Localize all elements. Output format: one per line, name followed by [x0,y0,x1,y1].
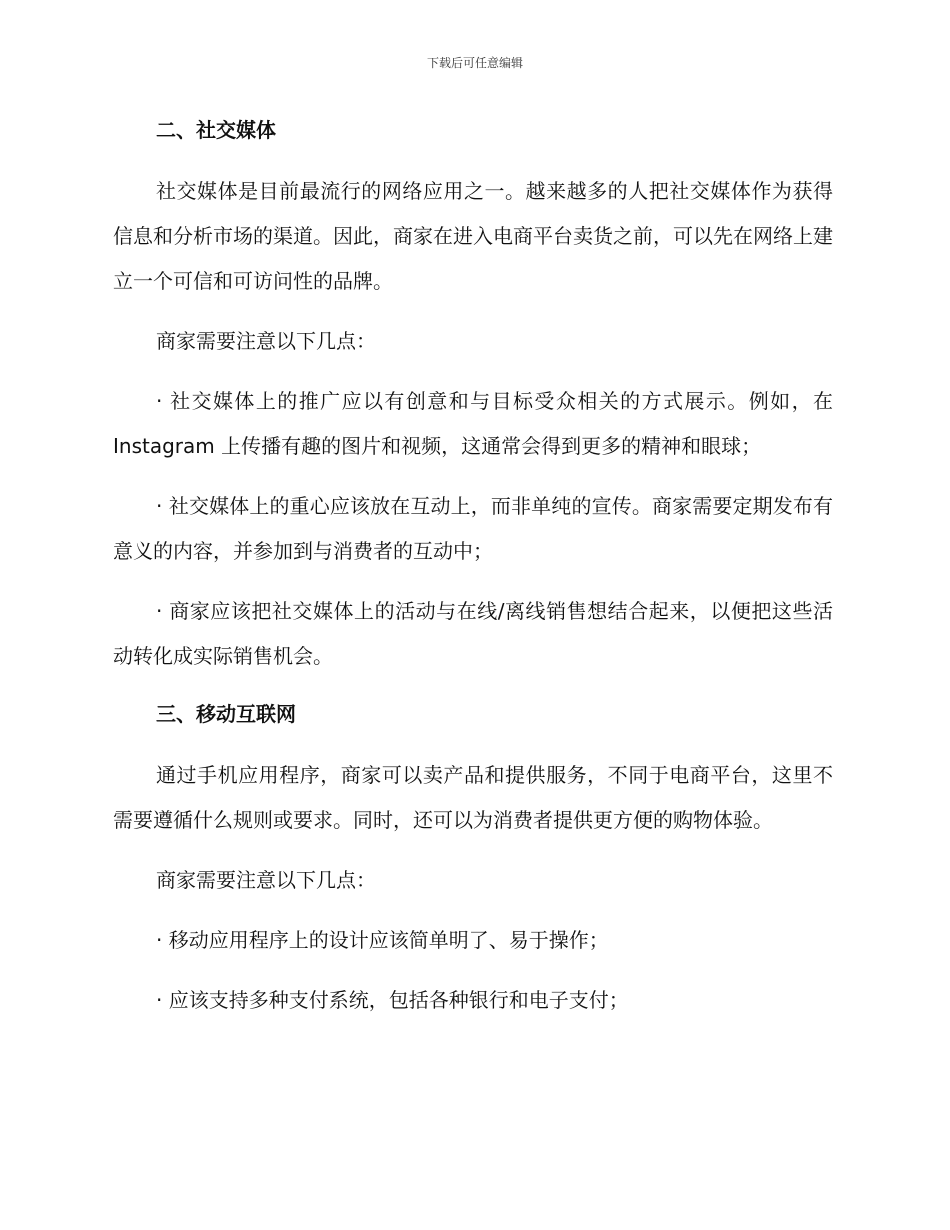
bullet-item: · 商家应该把社交媒体上的活动与在线/离线销售想结合起来，以便把这些活动转化成实际销售机会。 [113,599,833,668]
bullet-item: · 应该支持多种支付系统，包括各种银行和电子支付； [156,988,629,1012]
page-header: 下载后可任意编辑 [426,56,523,70]
paragraph: 商家需要注意以下几点： [156,329,376,353]
document-body [113,110,833,1038]
section-mobile-internet [113,694,833,1023]
paragraph: 通过手机应用程序，商家可以卖产品和提供服务，不同于电商平台，这里不需要遵循什么规则或要求。同时，还可以为消费者提供更方便的购物体验。 [113,763,833,832]
section-social-media [113,110,833,679]
bullet-item: · 社交媒体上的重心应该放在互动上，而非单纯的宣传。商家需要定期发布有意义的内容，并参加到与消费者的互动中； [113,494,833,563]
bullet-item: · 移动应用程序上的设计应该简单明了、易于操作； [156,928,609,952]
section-heading: 二、社交媒体 [156,118,276,142]
bullet-item: · 社交媒体上的推广应以有创意和与目标受众相关的方式展示。例如，在 Instagram 上传播有趣的图片和视频，这通常会得到更多的精神和眼球； [113,389,833,458]
section-heading: 三、移动互联网 [156,702,296,726]
paragraph: 社交媒体是目前最流行的网络应用之一。越来越多的人把社交媒体作为获得信息和分析市场的渠道。因此，商家在进入电商平台卖货之前，可以先在网络上建立一个可信和可访问性的品牌。 [113,179,833,293]
paragraph: 商家需要注意以下几点： [156,868,376,892]
